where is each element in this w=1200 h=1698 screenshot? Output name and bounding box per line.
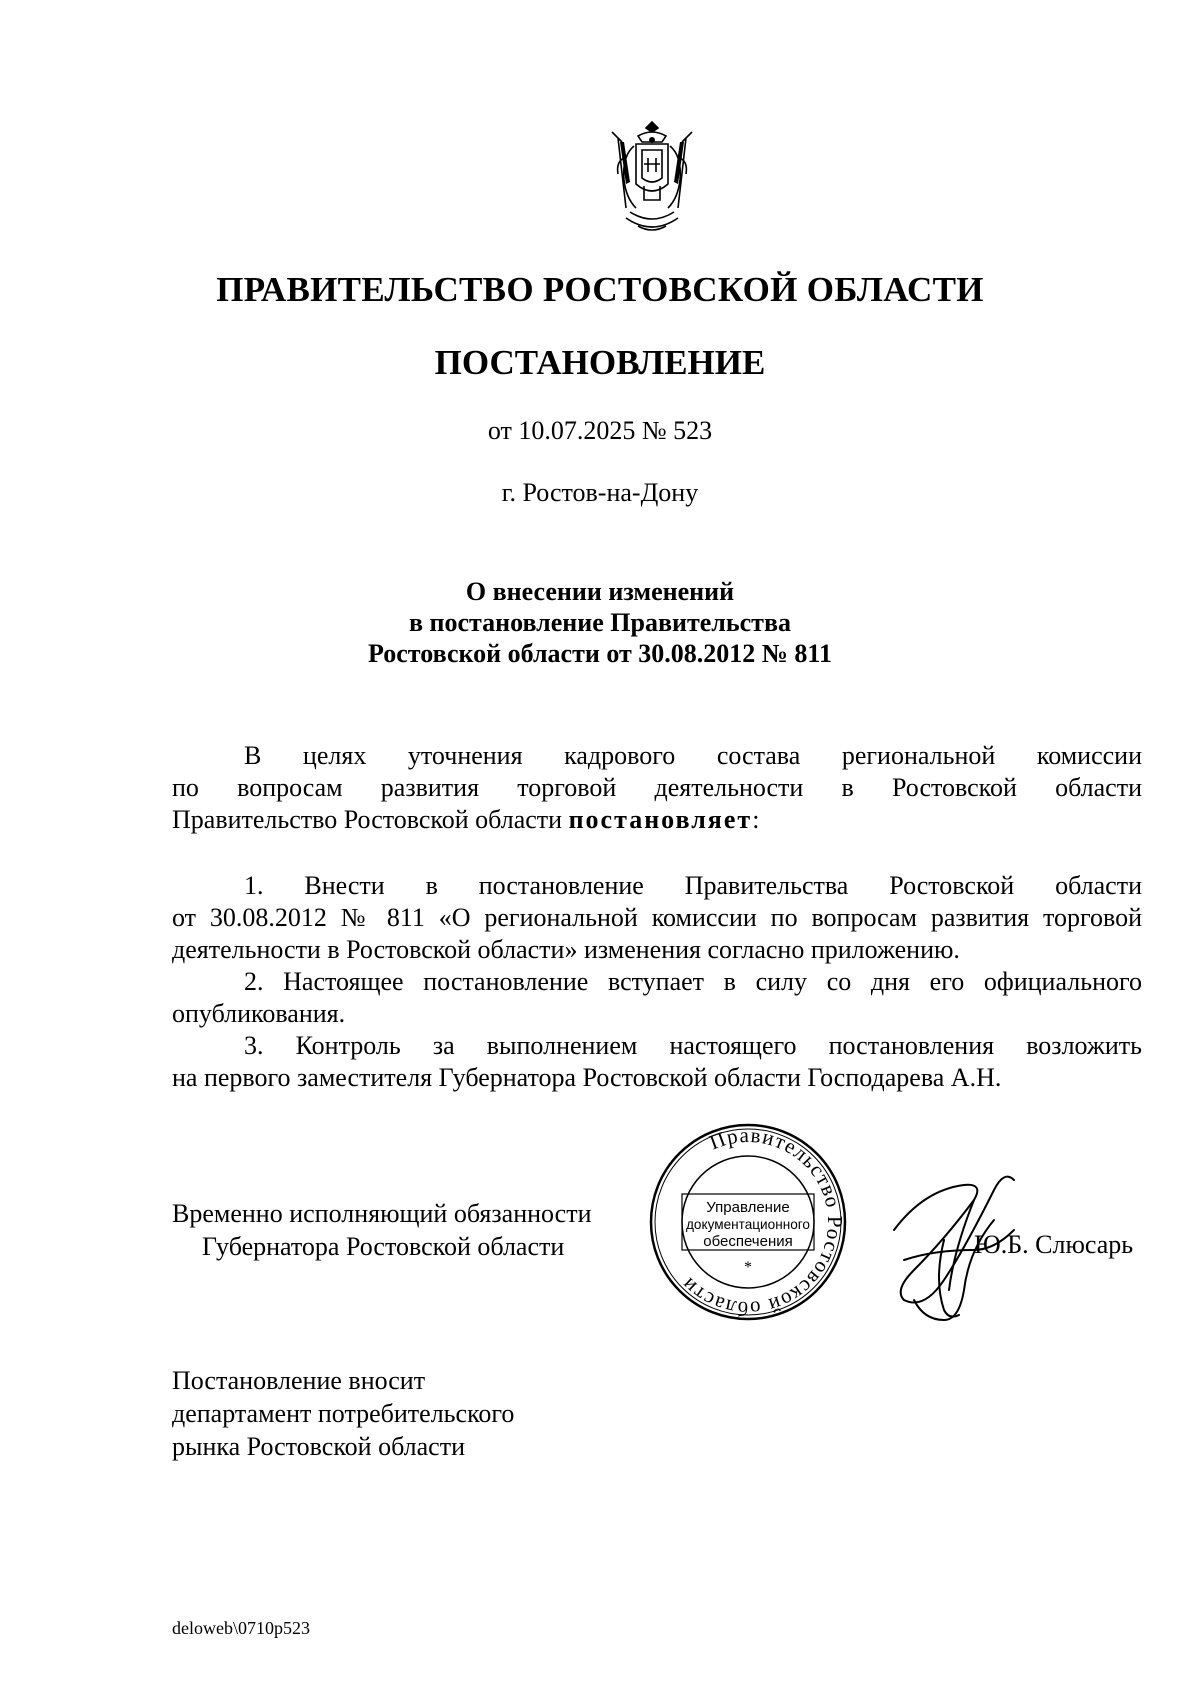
decree-item-2 [172,966,1142,1030]
item-last-line: на первого заместителя Губернатора Ростовской области Господарева А.Н. [172,1063,1002,1092]
signatory-role-line: Губернатора Ростовской области [202,1232,565,1261]
item-last-line: опубликования. [172,999,346,1028]
official-seal [648,1122,848,1322]
signatory-role-line: Временно исполняющий обязанности [172,1199,592,1228]
seal-ring-text: Правительство Ростовской области [675,1122,848,1322]
preamble-prefix: Правительство Ростовской области [172,805,569,834]
file-code: deloweb\0710p523 [172,1618,310,1638]
item-line: 3. Контроль за выполнением настоящего постановления возложить [244,1031,1142,1060]
preamble-paragraph [172,740,1142,836]
submitter-line: рынка Ростовской области [172,1432,465,1461]
subject-line: Ростовской области от 30.08.2012 № 811 [368,639,832,668]
decree-word: постановляет [568,805,753,834]
submitter-line: Постановление вносит [172,1366,426,1395]
document-city: г. Ростов-на-Дону [501,478,699,507]
submitter-note [172,1364,514,1463]
decree-item-3 [172,1030,1142,1094]
preamble-suffix: : [752,805,760,834]
document-subject [0,576,1200,669]
preamble-last-line [172,804,1142,836]
item-line: 1. Внести в постановление Правительства Ростовской области [244,871,1142,900]
document-type-title: ПОСТАНОВЛЕНИЕ [434,343,766,382]
submitter-line: департамент потребительского [172,1399,515,1428]
decree-item-1 [172,870,1142,966]
document-date-number: от 10.07.2025 № 523 [487,416,713,445]
subject-line: О внесении изменений [465,577,735,606]
item-last-line: деятельности в Ростовской области» изменения согласно приложению. [172,935,960,964]
government-title: ПРАВИТЕЛЬСТВО РОСТОВСКОЙ ОБЛАСТИ [216,270,984,309]
seal-star: * [744,1259,752,1276]
subject-line: в постановление Правительства [408,608,791,637]
signatory-role [172,1197,592,1263]
seal-inner-line: обеспечения [703,1233,793,1250]
preamble-line: В целях уточнения кадрового состава региональной комиссии [244,741,1142,770]
seal-inner-line: документационного [686,1216,811,1232]
preamble-line: по вопросам развития торговой деятельности в Ростовской области [172,773,1142,802]
item-line: 2. Настоящее постановление вступает в силу со дня его официального [244,967,1142,996]
seal-inner-line: Управление [706,1199,790,1216]
coat-of-arms-emblem [598,118,706,246]
item-line: от 30.08.2012 № 811 «О региональной комиссии по вопросам развития торговой [172,903,1142,932]
signatory-name: Ю.Б. Слюсарь [974,1230,1134,1259]
